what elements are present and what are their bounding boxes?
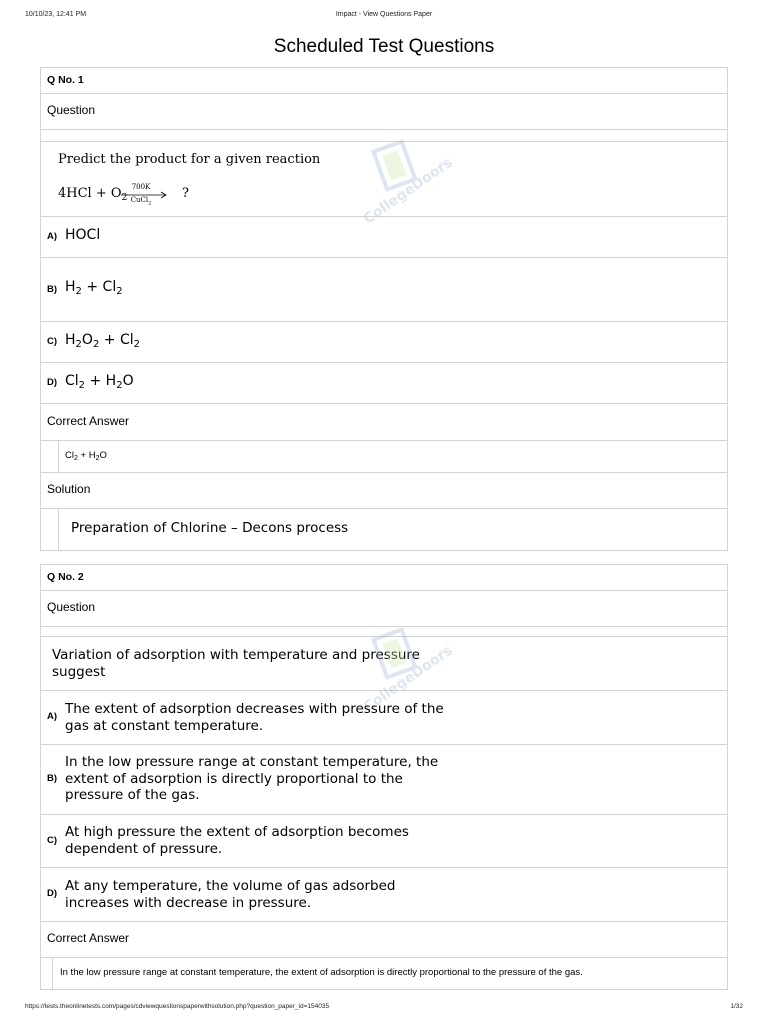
- option-letter: A): [47, 711, 58, 722]
- correct-answer-value: In the low pressure range at constant temperature, the extent of adsorption is directly proportional to the pressure of the gas.: [60, 967, 583, 978]
- subscript: 2: [75, 286, 82, 297]
- option-text: [65, 701, 485, 734]
- solution-label: Solution: [47, 482, 91, 496]
- subscript: 2: [73, 455, 78, 462]
- text-part: O: [99, 450, 107, 461]
- option-text: [65, 279, 123, 297]
- watermark-text: CollegeDoors: [360, 154, 456, 228]
- reactant-hcl: 4HCl: [58, 186, 92, 201]
- correct-answer-row: [41, 958, 727, 989]
- option-line: The extent of adsorption decreases with pressure of the: [65, 701, 444, 717]
- option-line: increases with decrease in pressure.: [65, 894, 312, 911]
- question-number-row: [41, 68, 727, 94]
- print-tab-title: Impact - View Questions Paper: [335, 11, 433, 18]
- indent-bar: [58, 441, 59, 472]
- print-page-indicator: 1/32: [730, 1003, 743, 1010]
- correct-answer-row: [41, 441, 727, 473]
- text-part: + Cl: [99, 332, 134, 348]
- option-letter: A): [47, 231, 58, 242]
- subscript: 2: [116, 286, 123, 297]
- condition-temperature: 700K: [131, 183, 151, 191]
- option-line: pressure of the gas.: [65, 787, 200, 803]
- question-number: Q No. 1: [47, 74, 84, 86]
- subscript: 2: [116, 380, 123, 391]
- question-number-row: [41, 565, 727, 591]
- option-line: gas at constant temperature.: [65, 717, 264, 734]
- option-row-c: [41, 322, 727, 363]
- text-part: Cl: [65, 373, 79, 389]
- print-url: https://tests.theonlinetests.com/pages/cdviewquestionspaperwithsolution.php?question_paper_id=154035: [25, 1003, 330, 1010]
- indent-bar: [58, 509, 59, 550]
- correct-answer-value: [65, 450, 107, 462]
- question-line: suggest: [52, 663, 106, 680]
- catalyst-subscript: 2: [148, 200, 152, 207]
- watermark-logo: [360, 137, 476, 228]
- option-row-d: [41, 868, 727, 922]
- option-line: At any temperature, the volume of gas adsorbed: [65, 878, 396, 894]
- option-text: [65, 227, 100, 243]
- question-block-2: [40, 564, 728, 990]
- text-part: Cl: [65, 450, 74, 461]
- option-text: [65, 373, 134, 391]
- question-number: Q No. 2: [47, 571, 84, 583]
- question-label-row: [41, 94, 727, 130]
- option-text: [65, 824, 485, 857]
- subscript: 2: [75, 339, 82, 350]
- option-letter: D): [47, 888, 58, 899]
- question-label: Question: [47, 600, 96, 614]
- text-part: + H: [85, 373, 117, 389]
- subscript: 2: [92, 339, 100, 350]
- text-part: H: [65, 332, 76, 348]
- text-part: + H: [77, 450, 96, 461]
- option-line: At high pressure the extent of adsorption becomes: [65, 824, 409, 840]
- option-text: [65, 754, 485, 804]
- subscript: 2: [95, 455, 100, 462]
- o2-base: O: [110, 186, 122, 201]
- option-row-b: [41, 258, 727, 322]
- option-letter: B): [47, 284, 58, 295]
- correct-answer-label: Correct Answer: [47, 931, 130, 945]
- condition-catalyst: [121, 196, 161, 206]
- subscript: 2: [78, 380, 86, 391]
- solution-row: [41, 509, 727, 550]
- plus-sign: +: [95, 186, 107, 201]
- option-text: [65, 332, 140, 350]
- option-row-c: [41, 815, 727, 868]
- correct-answer-label-row: [41, 404, 727, 441]
- o2-subscript: 2: [121, 193, 128, 203]
- reaction-equation: [58, 186, 127, 203]
- question-line: Variation of adsorption with temperature and pressure: [52, 647, 420, 663]
- collegedoors-logo-icon: [366, 137, 426, 197]
- text-part: O: [122, 373, 134, 389]
- option-letter: B): [47, 773, 58, 784]
- correct-answer-label-row: [41, 922, 727, 958]
- watermark-text: CollegeDoors: [360, 642, 456, 716]
- question-label: Question: [47, 103, 96, 117]
- text-part: + Cl: [81, 279, 117, 295]
- text-part: O: [81, 332, 93, 348]
- spacer-row: [41, 627, 727, 637]
- question-text: [52, 647, 420, 680]
- option-row-a: [41, 691, 727, 745]
- question-content-row: [41, 142, 727, 228]
- option-line: In the low pressure range at constant temperature, the: [65, 754, 439, 770]
- solution-label-row: [41, 473, 727, 509]
- text-part: HOCl: [65, 227, 101, 243]
- text-part: H: [65, 279, 76, 295]
- question-block-1: [40, 67, 728, 551]
- option-letter: C): [47, 835, 58, 846]
- question-text: Predict the product for a given reaction: [58, 152, 321, 167]
- solution-text: Preparation of Chlorine – Decons process: [71, 520, 349, 536]
- option-row-d: [41, 363, 727, 404]
- catalyst-base: CuCl: [130, 196, 149, 204]
- subscript: 2: [133, 339, 140, 350]
- option-line: extent of adsorption is directly proportional to the: [65, 770, 403, 787]
- option-letter: D): [47, 377, 58, 388]
- spacer-row: [41, 130, 727, 142]
- question-label-row: [41, 591, 727, 627]
- print-datetime: 10/10/23, 12:41 PM: [25, 11, 87, 18]
- correct-answer-label: Correct Answer: [47, 414, 130, 428]
- option-line: dependent of pressure.: [65, 840, 223, 857]
- product-unknown: ?: [182, 186, 189, 201]
- option-row-b: [41, 745, 727, 815]
- page-title: Scheduled Test Questions: [273, 36, 495, 57]
- option-row-a: [41, 217, 727, 258]
- option-letter: C): [47, 336, 58, 347]
- reaction-arrow: [121, 185, 171, 207]
- option-text: [65, 878, 485, 911]
- indent-bar: [52, 958, 53, 989]
